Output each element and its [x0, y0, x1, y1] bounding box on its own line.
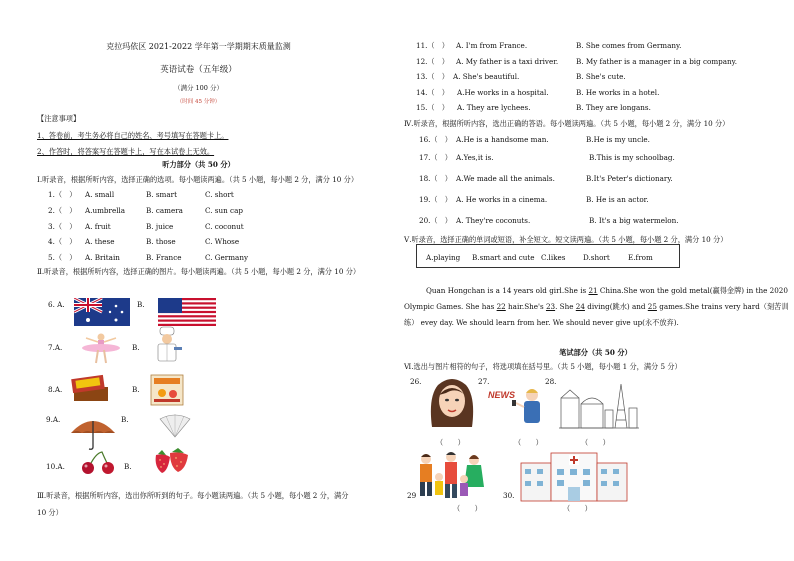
option-a: A.He works in a hospital.: [457, 88, 549, 97]
option-a: A. fruit: [85, 222, 111, 231]
family-icon: [414, 451, 488, 503]
q9-label-b: B.: [121, 415, 129, 424]
option-a: A. He works in a cinema.: [456, 195, 548, 204]
option-c: C. short: [205, 190, 234, 199]
question-number: 20.（ ）: [419, 216, 452, 225]
part2-instruction: Ⅱ.听录音，根据所听内容，选择正确的图片。每小题读两遍。（共 5 小题，每小题 2 分，满分 10 分）: [37, 267, 361, 276]
usa-flag-icon: [158, 298, 216, 326]
exam-title: 克拉玛依区 2021-2022 学年第一学期期末质量监测: [106, 42, 291, 51]
option-c: C. coconut: [205, 222, 244, 231]
q30-label: 30.: [503, 491, 515, 500]
dictionary-icon: [150, 374, 184, 406]
question-number: 13.（ ）: [416, 72, 449, 81]
part3-instruction-line2: 10 分）: [37, 508, 63, 517]
question-number: 3.（ ）: [48, 222, 77, 231]
passage-line-1: [426, 286, 788, 295]
question-number: 14.（ ）: [416, 88, 449, 97]
option-b: B. It's a big watermelon.: [589, 216, 679, 225]
hospital-icon: [519, 449, 629, 503]
australia-flag-icon: [74, 298, 130, 326]
blank-22: 22: [496, 302, 506, 311]
q9-label-a: 9.A.: [46, 415, 61, 424]
part4-instruction: Ⅳ.听录音，根据所听内容，选出正确的答语。每小题读两遍。（共 5 小题，每小题 2 分，满分 10 分）: [404, 119, 730, 128]
option-b: B. He works in a hotel.: [576, 88, 660, 97]
option-a: A. She's beautiful.: [453, 72, 520, 81]
option-b: B. camera: [146, 206, 183, 215]
note-1: 1、答卷前，考生务必将自己的姓名、考号填写在答题卡上。: [37, 131, 229, 140]
option-b: B. My father is a manager in a big company.: [576, 57, 738, 66]
ballerina-icon: [80, 332, 122, 364]
option-c: C. sun cap: [205, 206, 243, 215]
passage-line-2: [404, 302, 789, 311]
girl-portrait-icon: [426, 377, 478, 427]
blank-23: 23: [545, 302, 556, 311]
fan-icon: [158, 413, 192, 439]
news-reporter-icon: [488, 385, 548, 431]
q27-bracket: （ ）: [514, 438, 543, 447]
option-c: C. Whose: [205, 237, 240, 246]
option-b: B. She's cute.: [576, 72, 626, 81]
q27-label: 27.: [478, 377, 490, 386]
part5-instruction: Ⅴ.听录音，选择正确的单词或短语，补全短文。短文读两遍。（共 5 小题，每小题 2 分，满分 10 分）: [404, 235, 728, 244]
passage-text: diving(跳水) and: [584, 302, 648, 311]
umbrella-icon: [68, 415, 118, 451]
option-a: A.We made all the animals.: [456, 174, 555, 183]
q26-bracket: （ ）: [436, 438, 465, 447]
option-b: B. They are longans.: [576, 103, 651, 112]
option-a: A. My father is a taxi driver.: [456, 57, 559, 66]
option-b: B. He is an actor.: [586, 195, 649, 204]
strawberries-icon: [150, 445, 192, 475]
option-b: B.He is my uncle.: [586, 135, 650, 144]
option-a: A.umbrella: [85, 206, 126, 215]
q28-bracket: （ ）: [581, 438, 610, 447]
paris-city-icon: [559, 380, 639, 430]
writing-title: 笔试部分（共 50 分）: [559, 348, 632, 357]
q6-label-b: B.: [137, 300, 145, 309]
q28-label: 28.: [545, 377, 557, 386]
word-option-e: E.from: [628, 253, 653, 262]
question-number: 2.（ ）: [48, 206, 77, 215]
cherries-icon: [78, 451, 120, 475]
blank-25: 25: [647, 302, 657, 311]
option-a: A. They're coconuts.: [456, 216, 531, 225]
passage-text: games.She trains very hard（刻苦训: [656, 302, 789, 311]
q26-label: 26.: [410, 377, 422, 386]
news-text: NEWS: [488, 390, 515, 400]
option-a: A. small: [85, 190, 115, 199]
option-b: B.This is my schoolbag.: [589, 153, 675, 162]
notes-title: 【注意事项】: [37, 114, 81, 123]
blank-21: 21: [588, 286, 598, 295]
option-a: A. these: [85, 237, 115, 246]
question-number: 4.（ ）: [48, 237, 77, 246]
part6-instruction: Ⅵ.选出与图片相符的句子，将选项填在括号里。（共 5 小题，每小题 1 分，满分 5 分）: [404, 362, 682, 371]
question-number: 16.（ ）: [419, 135, 452, 144]
question-number: 15.（ ）: [416, 103, 449, 112]
q29-bracket: （ ）: [453, 504, 482, 513]
q10-label-b: B.: [124, 462, 132, 471]
passage-text: hair.She's: [505, 302, 546, 311]
word-option-b: B.smart and cute: [472, 253, 535, 262]
passage-text: . She: [555, 302, 576, 311]
passage-line-3: 练） evey day. We should learn from her. We should never give up(永不放弃).: [404, 318, 679, 327]
word-option-d: D.short: [583, 253, 610, 262]
full-score: （满分 100 分）: [173, 84, 224, 92]
option-b: B.It's Peter's dictionary.: [586, 174, 673, 183]
option-b: B. France: [146, 253, 182, 262]
question-number: 19.（ ）: [419, 195, 452, 204]
option-a: A. I'm from France.: [456, 41, 528, 50]
q30-bracket: （ ）: [563, 504, 592, 513]
option-a: A. They are lychees.: [457, 103, 531, 112]
q7-label-a: 7.A.: [48, 343, 63, 352]
passage-text: Quan Hongchan is a 14 years old girl.She is: [426, 286, 589, 295]
option-a: A.He is a handsome man.: [456, 135, 549, 144]
q29-label: 29: [407, 491, 417, 500]
option-a: A.Yes,it is.: [456, 153, 494, 162]
q6-label-a: 6. A.: [48, 300, 65, 309]
option-b: B. those: [146, 237, 176, 246]
blank-24: 24: [575, 302, 585, 311]
word-option-a: A.playing: [426, 253, 461, 262]
question-number: 17.（ ）: [419, 153, 452, 162]
part1-instruction: Ⅰ.听录音，根据所听内容，选择正确的选项。每小题读两遍。（共 5 小题，每小题 2 分，满分 10 分）: [37, 175, 359, 184]
listening-title: 听力部分（共 50 分）: [162, 160, 235, 169]
exam-subtitle: 英语试卷（五年级）: [160, 65, 237, 75]
option-b: B. She comes from Germany.: [576, 41, 682, 50]
question-number: 11.（ ）: [416, 41, 449, 50]
q8-label-b: B.: [132, 385, 140, 394]
chef-icon: [150, 326, 186, 364]
books-icon: [70, 373, 112, 405]
q8-label-a: 8.A.: [48, 385, 63, 394]
time-limit: （时间 45 分钟）: [176, 99, 221, 105]
option-c: C. Germany: [205, 253, 249, 262]
option-b: B. smart: [146, 190, 177, 199]
q7-label-b: B.: [132, 343, 140, 352]
option-b: B. juice: [146, 222, 174, 231]
passage-text: Olympic Games. She has: [404, 302, 497, 311]
note-2: 2、作答时，将答案写在答题卡上，写在本试卷上无效。: [37, 147, 215, 156]
word-option-c: C.likes: [541, 253, 566, 262]
question-number: 18.（ ）: [419, 174, 452, 183]
q10-label-a: 10.A.: [46, 462, 65, 471]
part3-instruction-line1: Ⅲ.听录音，根据所听内容，选出你所听到的句子。每小题读两遍。（共 5 小题，每小题 2 分，满分: [37, 491, 349, 500]
question-number: 1.（ ）: [48, 190, 77, 199]
question-number: 12.（ ）: [416, 57, 449, 66]
option-a: A. Britain: [85, 253, 120, 262]
question-number: 5.（ ）: [48, 253, 77, 262]
passage-text: China.She won the gold metal(赢得金牌) in the 2020: [597, 286, 788, 295]
